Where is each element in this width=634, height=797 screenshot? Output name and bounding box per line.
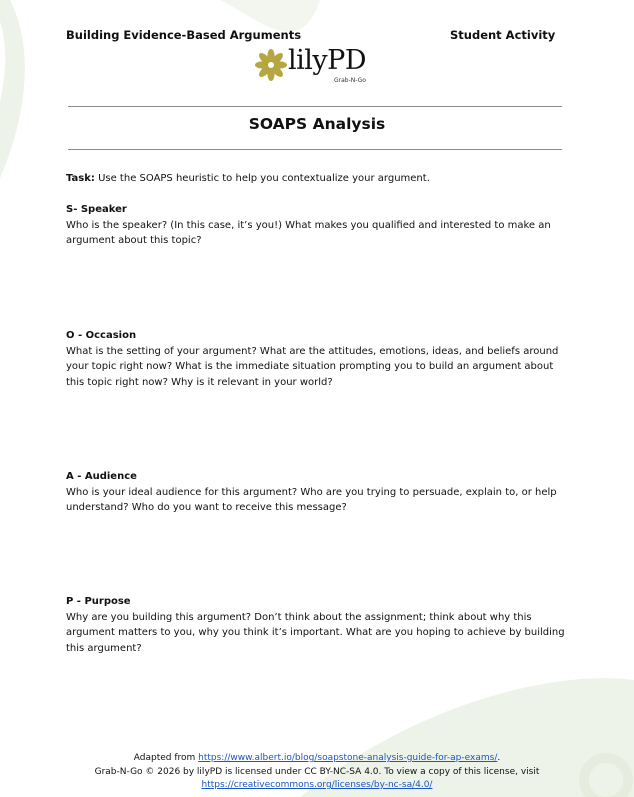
section-audience bbox=[66, 469, 566, 516]
footer-attribution bbox=[0, 752, 634, 766]
footer-license-link-row bbox=[0, 779, 634, 793]
section-body: Who is your ideal audience for this argument? Who are you trying to persuade, explain to, or help understand? Who do you want to receive this message? bbox=[66, 486, 557, 514]
title-divider-bottom bbox=[68, 149, 562, 150]
logo-subtext: Grab-N-Go bbox=[334, 77, 366, 84]
footer-license-text: Grab-N-Go © 2026 by lilyPD is licensed under CC BY-NC-SA 4.0. To view a copy of this license, visit bbox=[94, 766, 540, 777]
task-text: Use the SOAPS heuristic to help you contextualize your argument. bbox=[94, 173, 430, 184]
section-heading: P - Purpose bbox=[66, 596, 131, 607]
license-link[interactable]: https://creativecommons.org/licenses/by-nc-sa/4.0/ bbox=[201, 780, 433, 790]
section-purpose bbox=[66, 594, 566, 656]
section-body: Why are you building this argument? Don’t think about the assignment; think about why this argument matters to you, why you think it’s important. What are you hoping to achieve by building this argument? bbox=[66, 611, 565, 654]
header-activity-label: Student Activity bbox=[450, 28, 556, 42]
section-body: What is the setting of your argument? What are the attitudes, emotions, ideas, and beliefs around your topic right now? What is the immediate situation prompting you to build an argument about this topic right now? Why is it relevant in your world? bbox=[66, 345, 559, 388]
task-label: Task: bbox=[66, 173, 95, 184]
footer-adapted-prefix: Adapted from bbox=[133, 753, 199, 763]
section-heading: O - Occasion bbox=[66, 330, 137, 341]
section-body: Who is the speaker? (In this case, it’s you!) What makes you qualified and interested to make an argument about this topic? bbox=[66, 219, 551, 247]
section-heading: S- Speaker bbox=[66, 204, 127, 215]
flower-icon bbox=[254, 48, 288, 82]
footer-adapted-suffix: . bbox=[497, 753, 501, 763]
section-occasion bbox=[66, 328, 566, 390]
logo-wordmark: lilyPD bbox=[288, 45, 366, 76]
source-link[interactable]: https://www.albert.io/blog/soapstone-analysis-guide-for-ap-exams/ bbox=[198, 753, 498, 763]
page-title: SOAPS Analysis bbox=[248, 115, 386, 133]
title-divider-top bbox=[68, 106, 562, 107]
section-speaker bbox=[66, 202, 566, 249]
page-footer bbox=[0, 752, 634, 793]
task-instruction bbox=[66, 171, 566, 187]
section-heading: A - Audience bbox=[66, 471, 137, 482]
lilypd-logo bbox=[254, 46, 384, 88]
header-title: Building Evidence-Based Arguments bbox=[66, 28, 302, 42]
